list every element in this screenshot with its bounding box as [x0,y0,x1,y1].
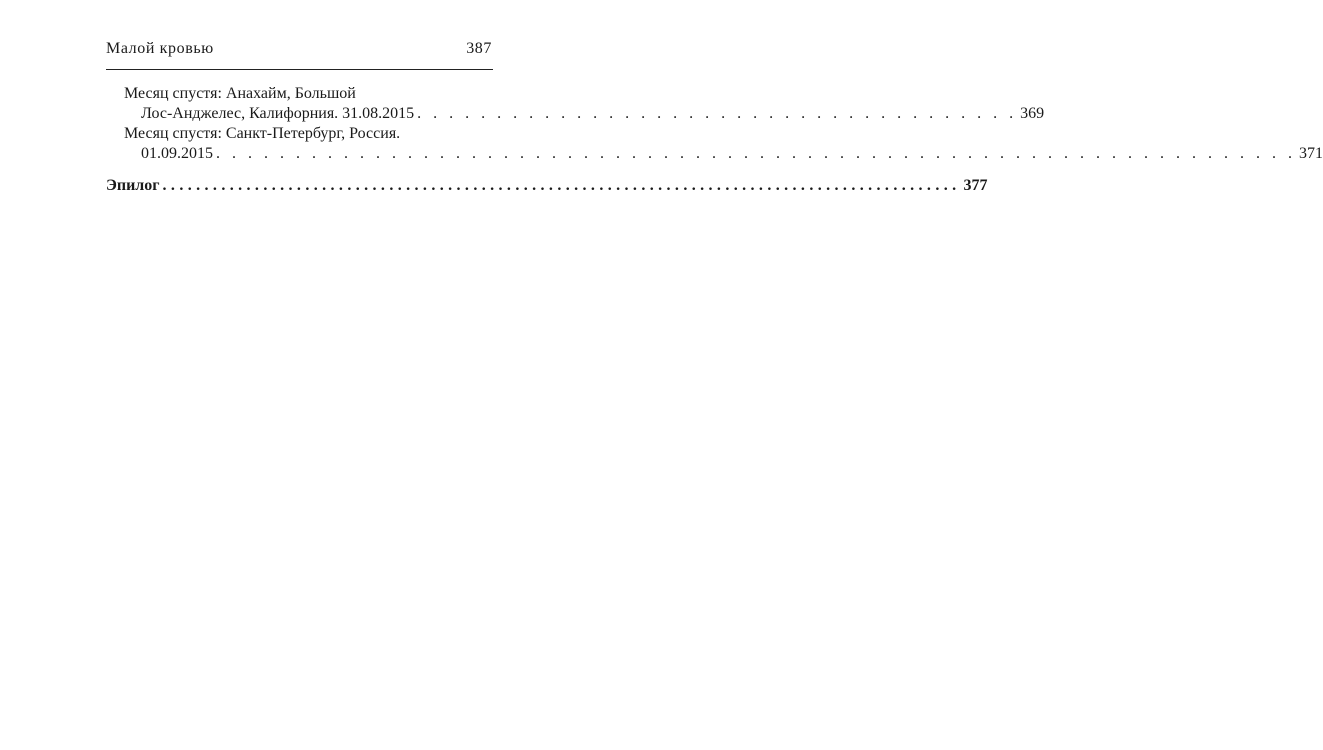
toc-entry-1-line-2 [141,104,1045,124]
running-head-title: Малой кровью [106,40,214,57]
page-number: 387 [466,40,492,57]
header-rule [106,69,493,70]
toc-entry-1-text: Лос-Анджелес, Калифорния. 31.08.2015 [141,105,415,122]
toc-entry-1-leader: . . . . . . . . . . . . . . . . . . . . . . . . . . . . . . . . . . . . . . [417,105,1018,122]
toc-epilogue-label: Эпилог [106,177,160,194]
toc-entry-2-page: 371 [1299,145,1323,162]
toc-entry-1-line-1: Месяц спустя: Анахайм, Большой [124,85,356,102]
toc-entry-2-line-1: Месяц спустя: Санкт-Петербург, Россия. [124,125,401,142]
toc-epilogue-leader: ............................................................................................... [162,177,961,194]
toc-epilogue [106,176,988,196]
toc-entry-1-page: 369 [1020,105,1045,122]
toc-entry-2-text: 01.09.2015 [141,145,213,162]
toc-entry-2-leader: . . . . . . . . . . . . . . . . . . . . . . . . . . . . . . . . . . . . . . . . . . . . . . . . . . . . . . . . . . . . . . . . . . . . [216,145,1296,162]
toc-epilogue-page: 377 [963,177,988,194]
toc-entry-2-line-2 [141,144,1323,164]
running-head [106,40,492,64]
